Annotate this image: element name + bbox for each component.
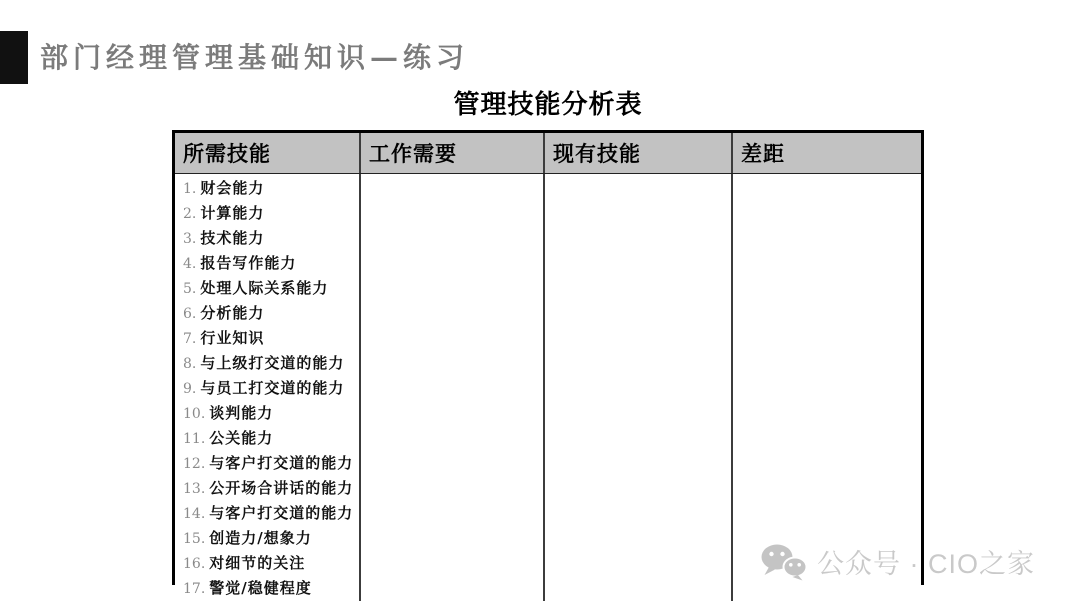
skill-item: [183, 526, 357, 551]
corner-decoration: [0, 31, 28, 84]
table-body-row: [175, 174, 921, 601]
skill-item: [183, 351, 357, 376]
skill-item: [183, 501, 357, 526]
job-need-cell: [361, 174, 545, 601]
skill-number: 16.: [183, 556, 206, 572]
skill-item: [183, 276, 357, 301]
skill-number: 10.: [183, 406, 206, 422]
skill-label: 分析能力: [200, 304, 265, 322]
skill-label: 公关能力: [209, 429, 274, 447]
skill-label: 财会能力: [200, 179, 265, 197]
watermark-text: 公众号 · CIO之家: [817, 549, 1035, 579]
skill-label: 计算能力: [200, 204, 265, 222]
skill-item: [183, 176, 357, 201]
skill-label: 技术能力: [200, 229, 265, 247]
skill-label: 公开场合讲话的能力: [209, 479, 354, 497]
skill-number: 4.: [183, 256, 197, 272]
skill-label: 对细节的关注: [209, 554, 306, 572]
skill-label: 与上级打交道的能力: [200, 354, 345, 372]
skill-item: [183, 476, 357, 501]
skill-number: 2.: [183, 206, 197, 222]
skill-number: 3.: [183, 231, 197, 247]
skills-list: [175, 174, 359, 601]
skill-label: 谈判能力: [209, 404, 274, 422]
table-header-row: [175, 133, 921, 174]
skill-item: [183, 251, 357, 276]
skill-item: [183, 376, 357, 401]
header-cell-job-need: 工作需要: [361, 133, 545, 173]
skill-number: 12.: [183, 456, 206, 472]
skill-label: 与员工打交道的能力: [200, 379, 345, 397]
skills-analysis-table: [172, 130, 924, 597]
skill-number: 13.: [183, 481, 206, 497]
header-cell-gap: 差距: [741, 141, 785, 166]
skill-number: 11.: [183, 431, 206, 447]
skill-number: 1.: [183, 181, 197, 197]
skill-item: [183, 576, 357, 601]
current-skills-cell: [545, 174, 733, 601]
skill-number: 14.: [183, 506, 206, 522]
skill-item: [183, 326, 357, 351]
header-cell-required-skills: 所需技能: [175, 133, 361, 173]
skill-number: 8.: [183, 356, 197, 372]
skill-label: 警觉/稳健程度: [209, 579, 312, 597]
wechat-icon: [760, 543, 808, 581]
gap-cell: [733, 174, 921, 601]
skill-number: 5.: [183, 281, 197, 297]
skill-number: 17.: [183, 581, 206, 597]
skill-item: [183, 201, 357, 226]
skill-number: 9.: [183, 381, 197, 397]
skills-list-cell: [175, 174, 361, 601]
slide-header-title: 部门经理管理基础知识—练习: [40, 41, 470, 74]
skill-number: 6.: [183, 306, 197, 322]
skill-item: [183, 551, 357, 576]
skill-number: 7.: [183, 331, 197, 347]
skill-label: 创造力/想象力: [209, 529, 312, 547]
skill-item: [183, 301, 357, 326]
skill-item: [183, 451, 357, 476]
skill-label: 报告写作能力: [200, 254, 297, 272]
skill-number: 15.: [183, 531, 206, 547]
skill-label: 与客户打交道的能力: [209, 454, 354, 472]
skill-item: [183, 226, 357, 251]
header-cell-current-skills: 现有技能: [545, 133, 733, 173]
watermark: [760, 542, 1035, 581]
skill-item: [183, 426, 357, 451]
skill-label: 行业知识: [200, 329, 265, 347]
skill-label: 处理人际关系能力: [200, 279, 329, 297]
skill-label: 与客户打交道的能力: [209, 504, 354, 522]
skill-item: [183, 401, 357, 426]
table-title: 管理技能分析表: [453, 89, 643, 119]
